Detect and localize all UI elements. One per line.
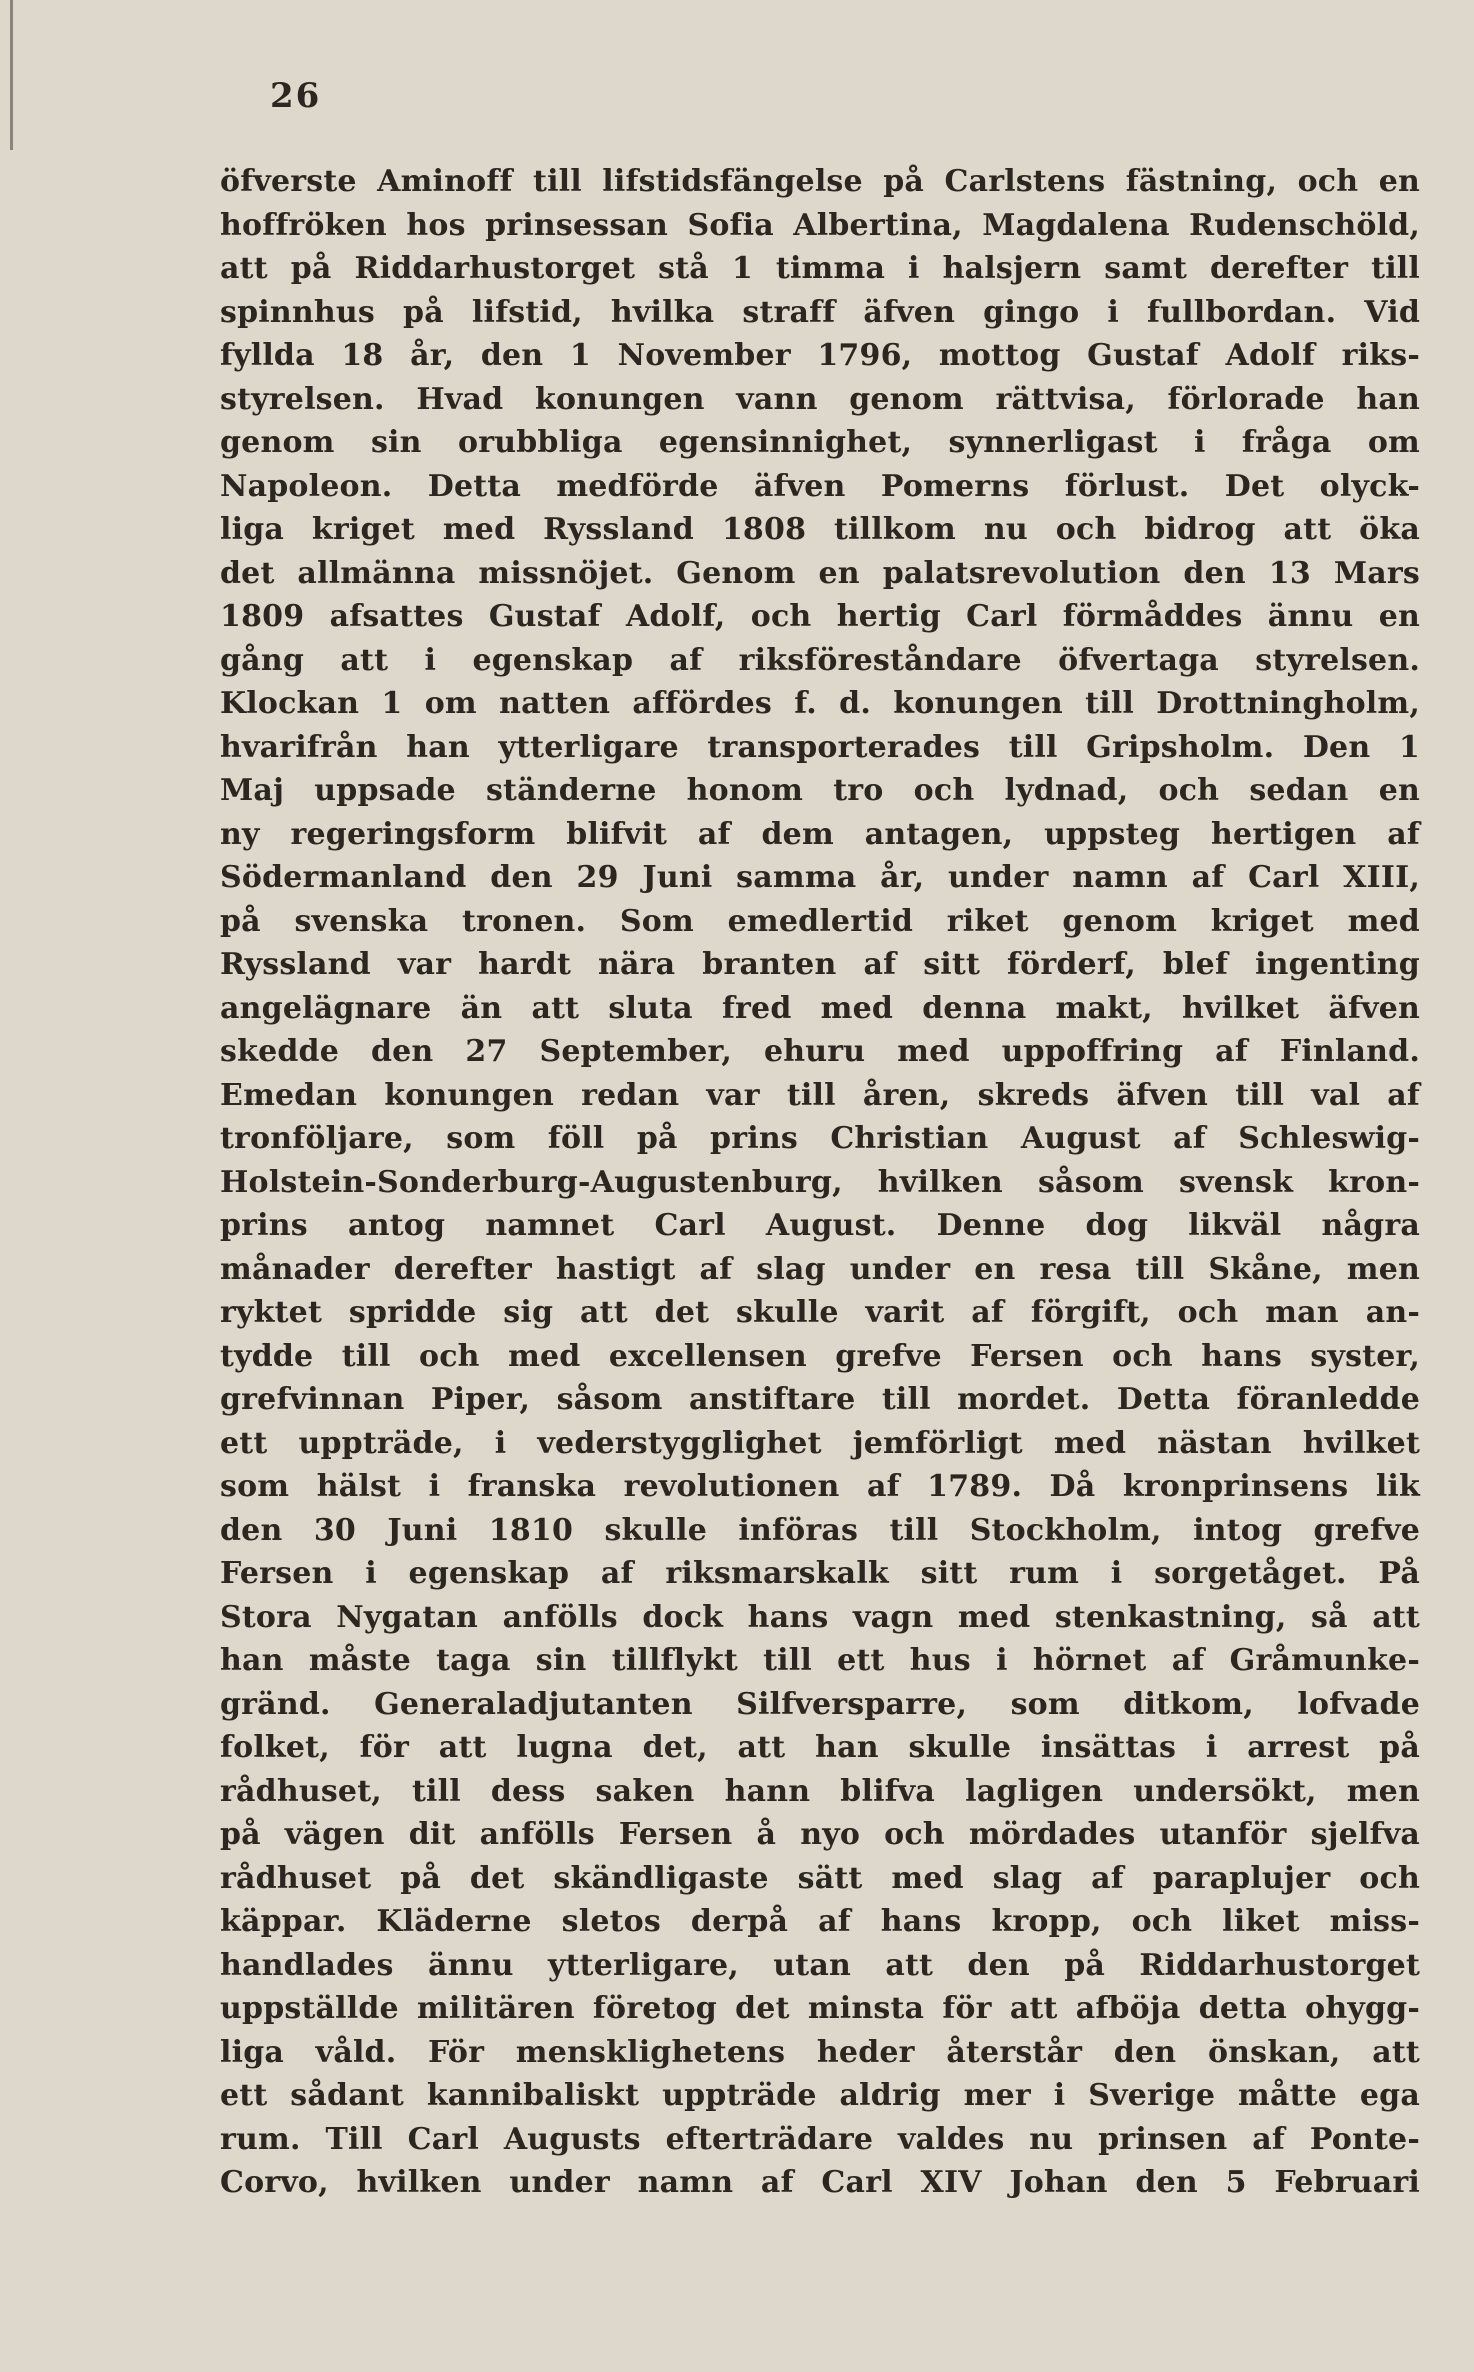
page-number: 26 <box>270 76 322 116</box>
text-line: det allmänna missnöjet. Genom en palatsrevolution den 13 Mars <box>220 555 1420 591</box>
text-line: Emedan konungen redan var till åren, skreds äfven till val af <box>220 1077 1420 1113</box>
text-line: Fersen i egenskap af riksmarskalk sitt rum i sorgetåget. På <box>220 1556 1420 1591</box>
text-line: Ryssland var hardt nära branten af sitt förderf, blef ingenting <box>220 947 1420 982</box>
text-line: Stora Nygatan anfölls dock hans vagn med stenkastning, så att <box>220 1599 1420 1635</box>
text-line: tronföljare, som föll på prins Christian August af Schleswig- <box>220 1121 1420 1156</box>
text-line: styrelsen. Hvad konungen vann genom rättvisa, förlorade han <box>220 381 1420 417</box>
text-line: käppar. Kläderne sletos derpå af hans kropp, och liket miss- <box>220 1904 1420 1939</box>
text-line: Maj uppsade ständerne honom tro och lydnad, och sedan en <box>220 773 1420 808</box>
text-line: skedde den 27 September, ehuru med uppoffring af Finland. <box>220 1034 1420 1069</box>
text-line: 1809 afsattes Gustaf Adolf, och hertig Carl förmåddes ännu en <box>220 599 1420 634</box>
text-line: grefvinnan Piper, såsom anstiftare till mordet. Detta föranledde <box>220 1382 1420 1417</box>
text-line: på svenska tronen. Som emedlertid riket genom kriget med <box>220 903 1420 939</box>
text-line: som hälst i franska revolutionen af 1789. Då kronprinsens lik <box>220 1469 1420 1504</box>
text-line: Corvo, hvilken under namn af Carl XIV Johan den 5 Februari <box>220 2165 1420 2200</box>
body-text <box>220 160 1420 2205</box>
text-line: rådhuset, till dess saken hann blifva lagligen undersökt, men <box>220 1773 1420 1809</box>
text-line: att på Riddarhustorget stå 1 timma i halsjern samt derefter till <box>220 251 1420 286</box>
text-line: månader derefter hastigt af slag under en resa till Skåne, men <box>220 1251 1420 1287</box>
text-line: hvarifrån han ytterligare transporterades till Gripsholm. Den 1 <box>220 729 1420 765</box>
text-line: Napoleon. Detta medförde äfven Pomerns förlust. Det olyck- <box>220 468 1420 504</box>
text-line: uppställde militären företog det minsta för att afböja detta ohygg- <box>220 1991 1420 2026</box>
text-line: öfverste Aminoff till lifstidsfängelse på Carlstens fästning, och en <box>220 164 1420 199</box>
text-line: Södermanland den 29 Juni samma år, under namn af Carl XIII, <box>220 860 1420 895</box>
text-line: ny regeringsform blifvit af dem antagen, uppsteg hertigen af <box>220 816 1420 852</box>
text-line: ett sådant kannibaliskt uppträde aldrig mer i Sverige måtte ega <box>220 2078 1420 2113</box>
text-line: fyllda 18 år, den 1 November 1796, mottog Gustaf Adolf riks- <box>220 338 1420 373</box>
text-line: genom sin orubbliga egensinnighet, synnerligast i fråga om <box>220 425 1420 460</box>
text-line: Holstein-Sonderburg-Augustenburg, hvilken såsom svensk kron- <box>220 1164 1420 1200</box>
text-line: han måste taga sin tillflykt till ett hus i hörnet af Gråmunke- <box>220 1643 1420 1678</box>
text-line: ryktet spridde sig att det skulle varit af förgift, och man an- <box>220 1295 1420 1330</box>
text-line: liga våld. För mensklighetens heder återstår den önskan, att <box>220 2034 1420 2070</box>
text-line: den 30 Juni 1810 skulle införas till Stockholm, intog grefve <box>220 1512 1420 1548</box>
text-line: liga kriget med Ryssland 1808 tillkom nu och bidrog att öka <box>220 512 1420 547</box>
page-edge-line <box>10 0 13 150</box>
text-line: ett uppträde, i vederstygglighet jemförligt med nästan hvilket <box>220 1425 1420 1461</box>
text-line: handlades ännu ytterligare, utan att den på Riddarhustorget <box>220 1947 1420 1983</box>
text-line: angelägnare än att sluta fred med denna makt, hvilket äfven <box>220 990 1420 1026</box>
text-line: rådhuset på det skändligaste sätt med slag af paraplujer och <box>220 1860 1420 1896</box>
text-line: gång att i egenskap af riksföreståndare öfvertaga styrelsen. <box>220 642 1420 678</box>
text-line: gränd. Generaladjutanten Silfversparre, som ditkom, lofvade <box>220 1686 1420 1722</box>
text-line: hoffröken hos prinsessan Sofia Albertina, Magdalena Rudenschöld, <box>220 207 1420 243</box>
text-line: folket, för att lugna det, att han skulle insättas i arrest på <box>220 1730 1420 1765</box>
text-line: Klockan 1 om natten affördes f. d. konungen till Drottningholm, <box>220 686 1420 721</box>
text-line: på vägen dit anfölls Fersen å nyo och mördades utanför sjelfva <box>220 1817 1420 1852</box>
text-line: tydde till och med excellensen grefve Fersen och hans syster, <box>220 1338 1420 1374</box>
text-line: spinnhus på lifstid, hvilka straff äfven gingo i fullbordan. Vid <box>220 294 1420 330</box>
text-line: prins antog namnet Carl August. Denne dog likväl några <box>220 1208 1420 1243</box>
text-line: rum. Till Carl Augusts efterträdare valdes nu prinsen af Ponte- <box>220 2121 1420 2157</box>
